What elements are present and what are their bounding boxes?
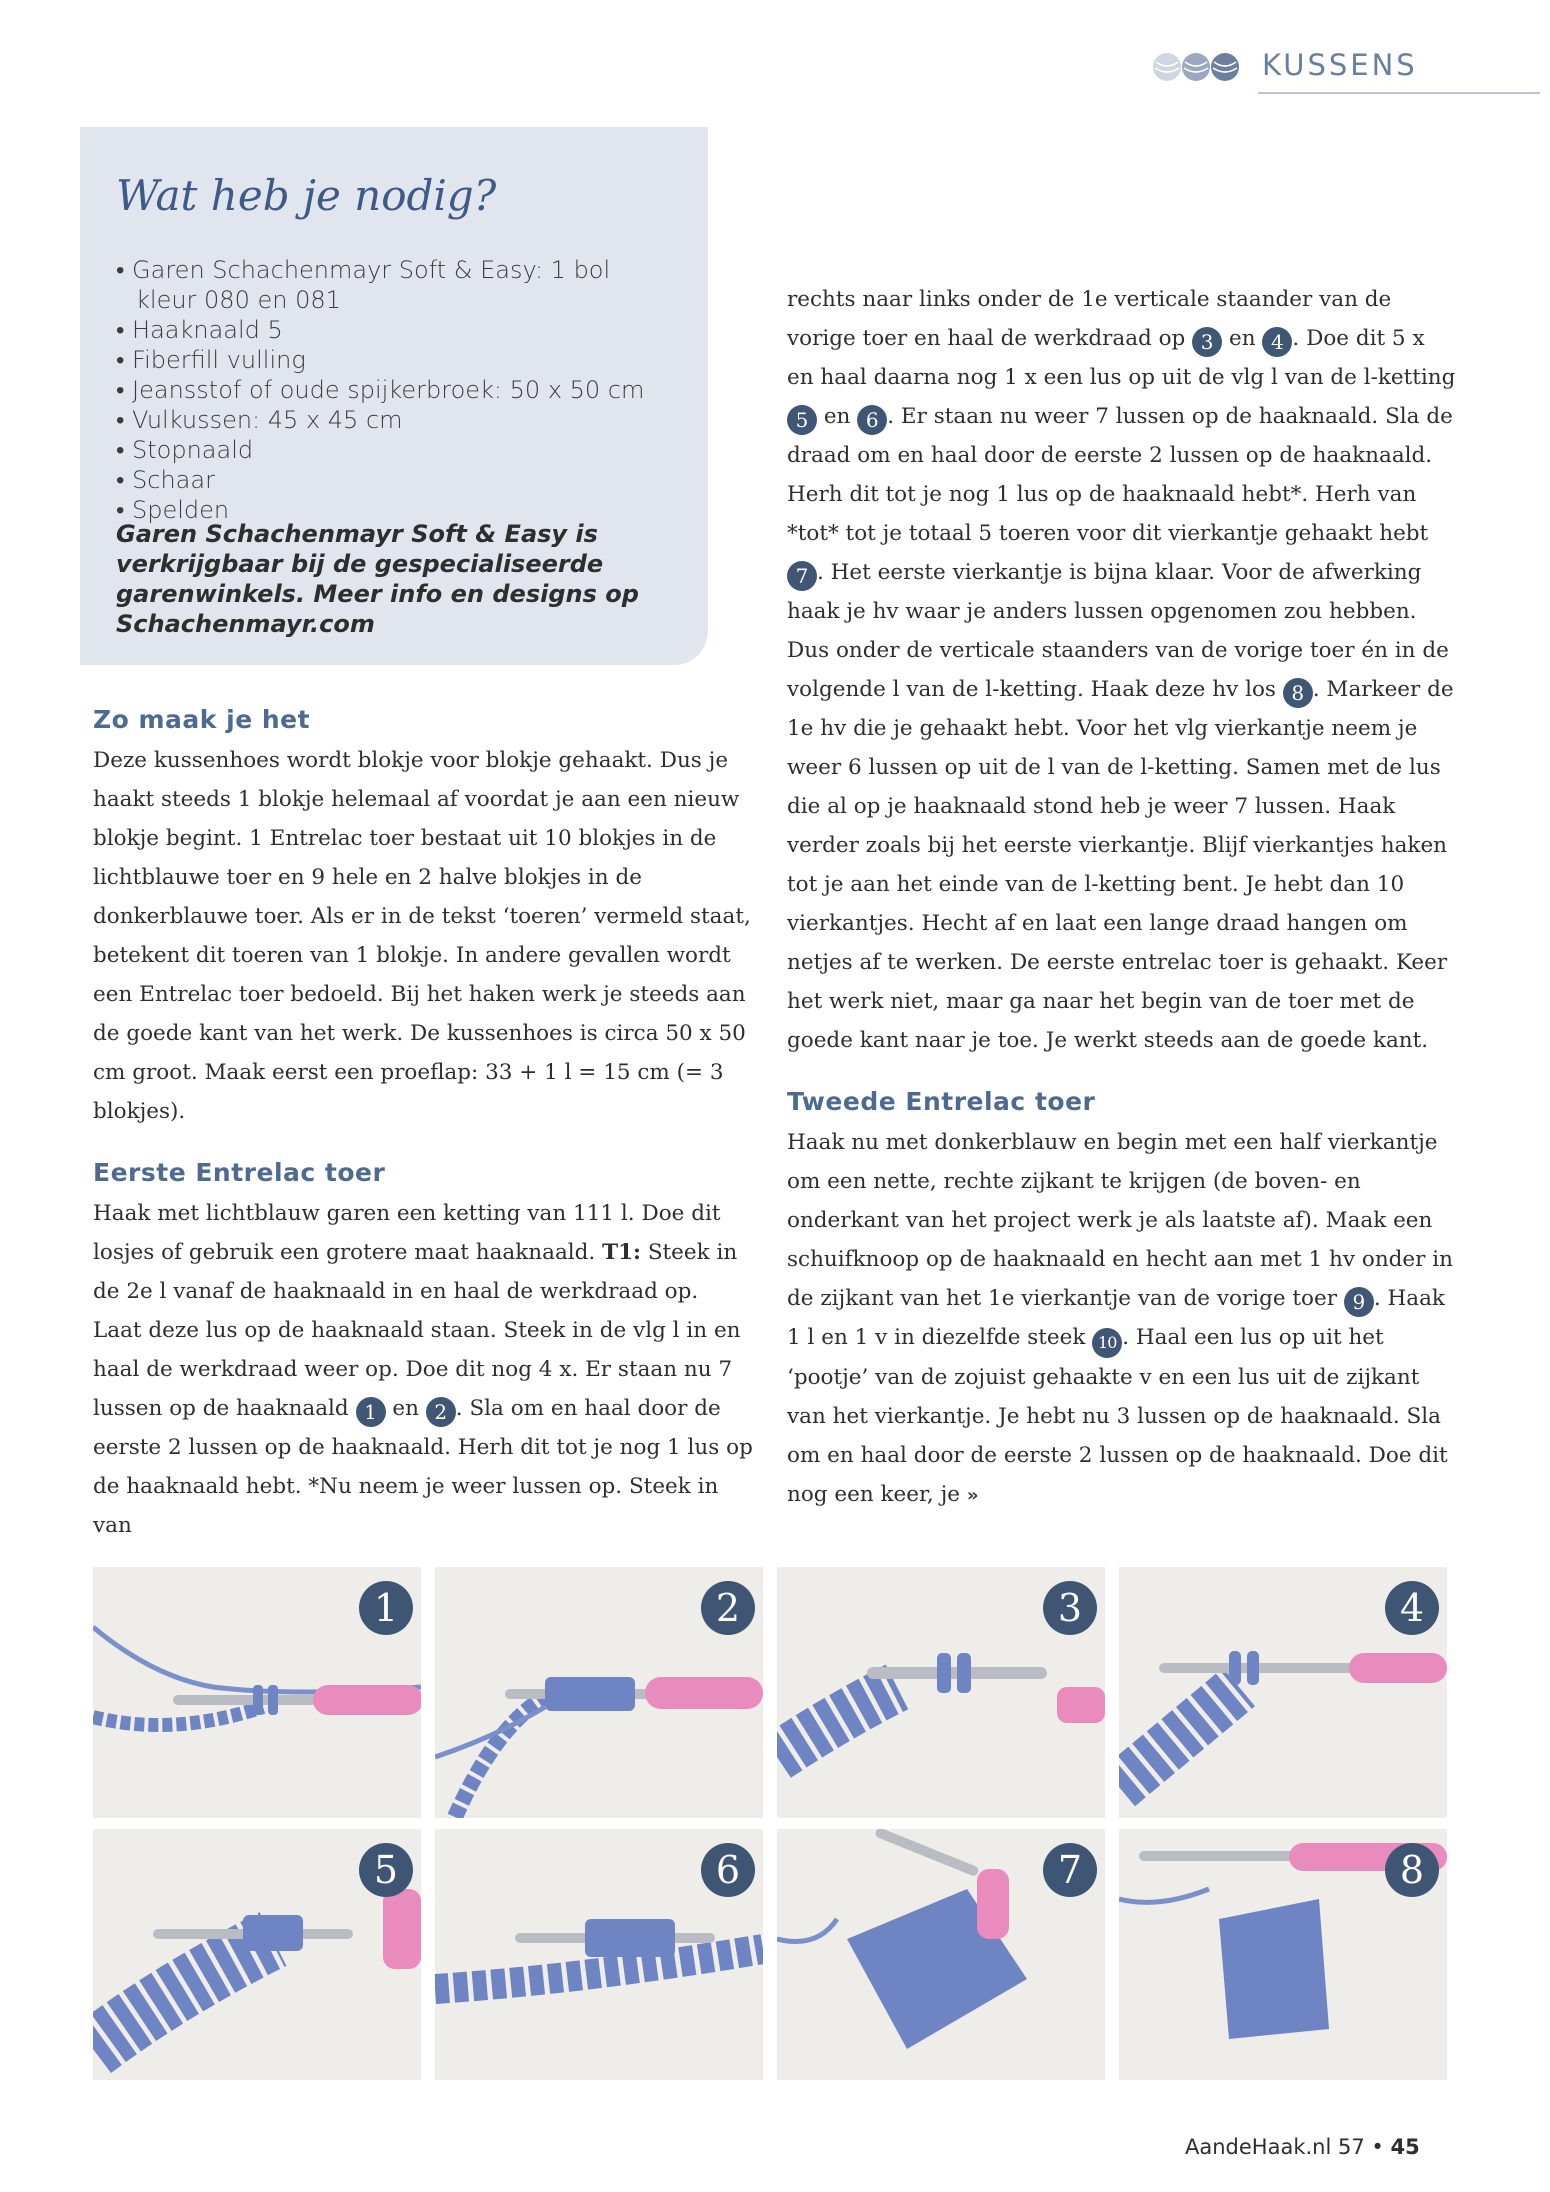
footer-separator: • [1371,2135,1384,2159]
materials-heading: Wat heb je nodig? [116,171,497,220]
first-row-continued [787,280,1457,1060]
step-photo [93,1829,421,2080]
section-heading: Zo maak je het [93,705,311,734]
step-badge: 1 [359,1581,413,1635]
yarn-balls-icon [1150,50,1250,84]
page-footer [1185,2135,1420,2159]
header-rule [1258,92,1540,94]
step-badge: 6 [701,1843,755,1897]
step-badge: 4 [1385,1581,1439,1635]
list-item: • Stopnaald [116,435,676,465]
magazine-issue: AandeHaak.nl 57 [1185,2135,1365,2159]
step-photo [435,1829,763,2080]
text-run: . Haak 1 l en 1 v in diezelfde steek [787,1286,1445,1350]
step-photo [777,1829,1105,2080]
text-run: en [817,404,858,429]
text-run: . Doe dit 5 x en haal daarna nog 1 x een lus op uit de vlg l van de l-ketting [787,326,1456,390]
step-badge: 3 [1043,1581,1097,1635]
list-item: • Garen Schachenmayr Soft & Easy: 1 bol kleur 080 en 081 [116,255,676,315]
list-item: • Haaknaald 5 [116,315,676,345]
intro-paragraph: Deze kussenhoes wordt blokje voor blokje gehaakt. Dus je haakt steeds 1 blokje helemaal af voordat je aan een nieuw blokje begint. 1 Entrelac toer bestaat uit 10 blokjes in de lichtblauwe toer en 9 hele en 2 halve blokjes in de donkerblauwe toer. Als er in de tekst ‘toeren’ vermeld staat, betekent dit toeren van 1 blokje. In andere gevallen wordt een Entrelac toer bedoeld. Bij het haken werk je steeds aan de goede kant van het werk. De kussenhoes is circa 50 x 50 cm groot. Maak eerst een proeflap: 33 + 1 l = 15 cm (= 3 blokjes). [93,748,751,1124]
right-column [787,280,1457,1515]
second-row-paragraph [787,1123,1457,1515]
step-badge: 7 [1043,1843,1097,1897]
text-run: . Er staan nu weer 7 lussen op de haaknaald. Sla de draad om en haal door de eerste 2 lussen op de haaknaald. Herh dit tot je nog 1 lus op de haaknaald hebt*. Herh van *tot* tot je totaal 5 toeren voor dit vierkantje gehaakt hebt [787,404,1453,546]
step-marker: 4 [1262,327,1292,357]
page-number: 45 [1390,2135,1420,2159]
text-run: . Haal een lus op uit het ‘pootje’ van de zojuist gehaakte v en een lus uit de zijkant van het vierkantje. Je hebt nu 3 lussen op de haaknaald. Sla om en haal door de eerste 2 lussen op de haaknaald. Doe dit nog een keer, je [787,1325,1448,1507]
step-marker: 7 [787,561,817,591]
section-header [1150,44,1540,96]
section-heading: Tweede Entrelac toer [787,1087,1096,1116]
text-run: . Sla om en haal door de eerste 2 lussen op de haaknaald. Herh dit tot je nog 1 lus op de haaknaald hebt. *Nu neem je weer lussen op. Steek in van [93,1396,753,1538]
step-marker: 8 [1283,678,1313,708]
first-row-paragraph [93,1194,753,1545]
step-photo [777,1567,1105,1818]
step-badge: 2 [701,1581,755,1635]
text-run: . Het eerste vierkantje is bijna klaar. Voor de afwerking haak je hv waar je anders lussen opgenomen zou hebben. Dus onder de verticale staanders van de vorige toer én in de volgende l van de l-ketting. Haak deze hv los [787,560,1449,702]
step-badge: 5 [359,1843,413,1897]
text-run: . Markeer de 1e hv die je gehaakt hebt. Voor het vlg vierkantje neem je weer 6 lussen op uit de l van de l-ketting. Samen met de lus die al op je haaknaald stond heb je weer 7 lussen. Haak verder zoals bij het eerste vierkantje. Blijf vierkantjes haken tot je aan het einde van de l-ketting bent. Je hebt dan 10 vierkantjes. Hecht af en laat een lange draad hangen om netjes af te werken. De eerste entrelac toer is gehaakt. Keer het werk niet, maar ga naar het begin van de toer met de goede kant naar je toe. Je werkt steeds aan de goede kant. [787,677,1454,1053]
step-badge: 8 [1385,1843,1439,1897]
list-item: • Spelden [116,495,676,525]
text-run: en [1222,326,1263,351]
step-photo [1119,1829,1447,2080]
materials-list [116,255,676,525]
text-run: rechts naar links onder de 1e verticale staander van de vorige toer en haal de werkdraad op [787,287,1392,351]
list-item: • Schaar [116,465,676,495]
step-marker: 10 [1092,1328,1122,1358]
step-photo [93,1567,421,1818]
continue-arrow: » [966,1485,979,1506]
section-title: KUSSENS [1262,48,1418,82]
list-item: • Jeansstof of oude spijkerbroek: 50 x 50 cm [116,375,676,405]
row-label: T1: [602,1240,641,1265]
step-marker: 5 [787,405,817,435]
list-item: • Vulkussen: 45 x 45 cm [116,405,676,435]
yarn-note: Garen Schachenmayr Soft & Easy is verkrijgbaar bij de gespecialiseerde garenwinkels. Meer info en designs op Schachenmayr.com [116,520,639,638]
text-run: en [385,1396,426,1421]
step-photo [1119,1567,1447,1818]
text-run: Haak nu met donkerblauw en begin met een half vierkantje om een nette, rechte zijkant te krijgen (de boven- en onderkant van het project werk je als laatste af). Maak een schuifknoop op de haaknaald en hecht aan met 1 hv onder in de zijkant van het 1e vierkantje van de vorige toer [787,1130,1453,1311]
step-photos [93,1567,1448,2087]
step-photo [435,1567,763,1818]
text-run: Haak met lichtblauw garen een ketting van 111 l. Doe dit losjes of gebruik een grotere maat haaknaald. [93,1201,721,1265]
left-column [93,700,753,1545]
materials-box [80,127,708,665]
text-run: Steek in de 2e l vanaf de haaknaald in en haal de werkdraad op. Laat deze lus op de haaknaald staan. Steek in de vlg l in en haal de werkdraad weer op. Doe dit nog 4 x. Er staan nu 7 lussen op de haaknaald [93,1240,741,1421]
list-item: • Fiberfill vulling [116,345,676,375]
step-marker: 2 [426,1397,456,1427]
step-marker: 1 [356,1397,386,1427]
step-marker: 6 [857,405,887,435]
step-marker: 3 [1192,327,1222,357]
section-heading: Eerste Entrelac toer [93,1158,386,1187]
step-marker: 9 [1344,1287,1374,1317]
